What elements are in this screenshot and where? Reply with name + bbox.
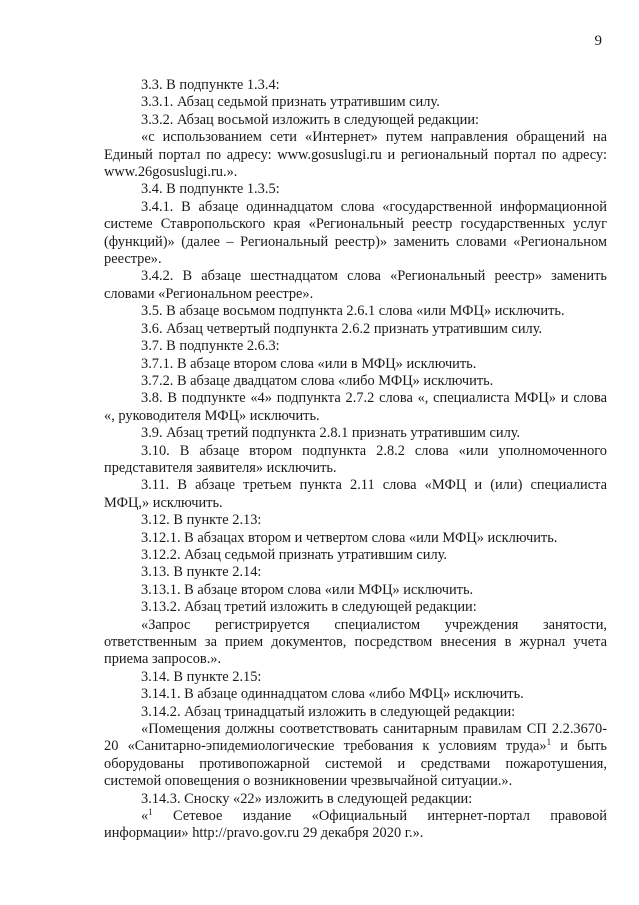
footnote-quote-paragraph — [104, 808, 607, 843]
quote-text: и быть оборудованы противопожарной системой и средствами пожаротушения, системой оповещения о возникновении чрезвычайной ситуации.». — [104, 738, 607, 790]
paragraph: 3.13. В пункте 2.14: — [141, 564, 262, 581]
footnote-marker: 1 — [148, 807, 153, 818]
paragraph: 3.6. Абзац четвертый подпункта 2.6.2 признать утратившим силу. — [141, 320, 543, 337]
quote-text: «Помещения должны соответствовать санитарным правилам СП 2.2.3670-20 «Санитарно-эпидемиологические требования к условиям труда» — [104, 721, 607, 755]
footnote-marker: 1 — [546, 737, 552, 748]
paragraph: 3.11. В абзаце третьем пункта 2.11 слова «МФЦ и (или) специалиста МФЦ,» исключить. — [104, 477, 607, 511]
paragraph: 3.7. В подпункте 2.6.3: — [141, 338, 280, 355]
quote-premises-paragraph — [104, 721, 607, 791]
paragraph: 3.4. В подпункте 1.3.5: — [141, 181, 280, 198]
footnote-text: Сетевое издание «Официальный интернет-портал правовой информации» http://pravo.gov.ru 29 декабря 2020 г.». — [104, 808, 607, 842]
page-number: 9 — [594, 33, 602, 49]
paragraph: 3.14.3. Сноску «22» изложить в следующей редакции: — [141, 790, 473, 807]
paragraph: 3.3.1. Абзац седьмой признать утратившим силу. — [141, 94, 440, 111]
paragraph: «с использованием сети «Интернет» путем направления обращений на Единый портал по адресу: www.gosuslugi.ru и региональный портал по адресу: www.26gosuslugi.ru.». — [104, 129, 607, 181]
paragraph: 3.12. В пункте 2.13: — [141, 512, 262, 529]
paragraph: 3.7.1. В абзаце втором слова «или в МФЦ» исключить. — [141, 355, 477, 372]
paragraph: 3.4.1. В абзаце одиннадцатом слова «государственной информационной системе Ставропольского края «Региональный реестр государственных услуг (функций)» (далее – Региональный реестр)» заменить словами «Региональном реестре». — [104, 198, 607, 268]
paragraph: 3.14.2. Абзац тринадцатый изложить в следующей редакции: — [141, 703, 516, 720]
paragraph: 3.5. В абзаце восьмом подпункта 2.6.1 слова «или МФЦ» исключить. — [141, 303, 565, 320]
paragraph: 3.10. В абзаце втором подпункта 2.8.2 слова «или уполномоченного представителя заявителя» исключить. — [104, 442, 607, 476]
paragraph: 3.13.1. В абзаце втором слова «или МФЦ» исключить. — [141, 581, 474, 598]
paragraph: 3.14.1. В абзаце одиннадцатом слова «либо МФЦ» исключить. — [141, 686, 524, 703]
paragraph: 3.3. В подпункте 1.3.4: — [141, 77, 280, 93]
paragraph: 3.3.2. Абзац восьмой изложить в следующей редакции: — [141, 111, 480, 128]
open-quote: « — [141, 808, 149, 825]
paragraph: 3.7.2. В абзаце двадцатом слова «либо МФЦ» исключить. — [141, 372, 494, 389]
paragraph: 3.14. В пункте 2.15: — [141, 668, 262, 685]
paragraph: 3.13.2. Абзац третий изложить в следующей редакции: — [141, 599, 477, 616]
paragraph: 3.12.1. В абзацах втором и четвертом слова «или МФЦ» исключить. — [141, 529, 558, 546]
paragraph: 3.8. В подпункте «4» подпункта 2.7.2 слова «, специалиста МФЦ» и слова «, руководителя МФЦ» исключить. — [104, 390, 607, 424]
paragraph: 3.4.2. В абзаце шестнадцатом слова «Региональный реестр» заменить словами «Региональном реестре». — [104, 268, 607, 302]
paragraph: 3.12.2. Абзац седьмой признать утратившим силу. — [141, 546, 447, 563]
document-body — [104, 77, 607, 843]
paragraph: «Запрос регистрируется специалистом учреждения занятости, ответственным за прием документов, посредством внесения в журнал учета приема запросов.». — [104, 616, 607, 668]
paragraph: 3.9. Абзац третий подпункта 2.8.1 признать утратившим силу. — [141, 425, 521, 442]
